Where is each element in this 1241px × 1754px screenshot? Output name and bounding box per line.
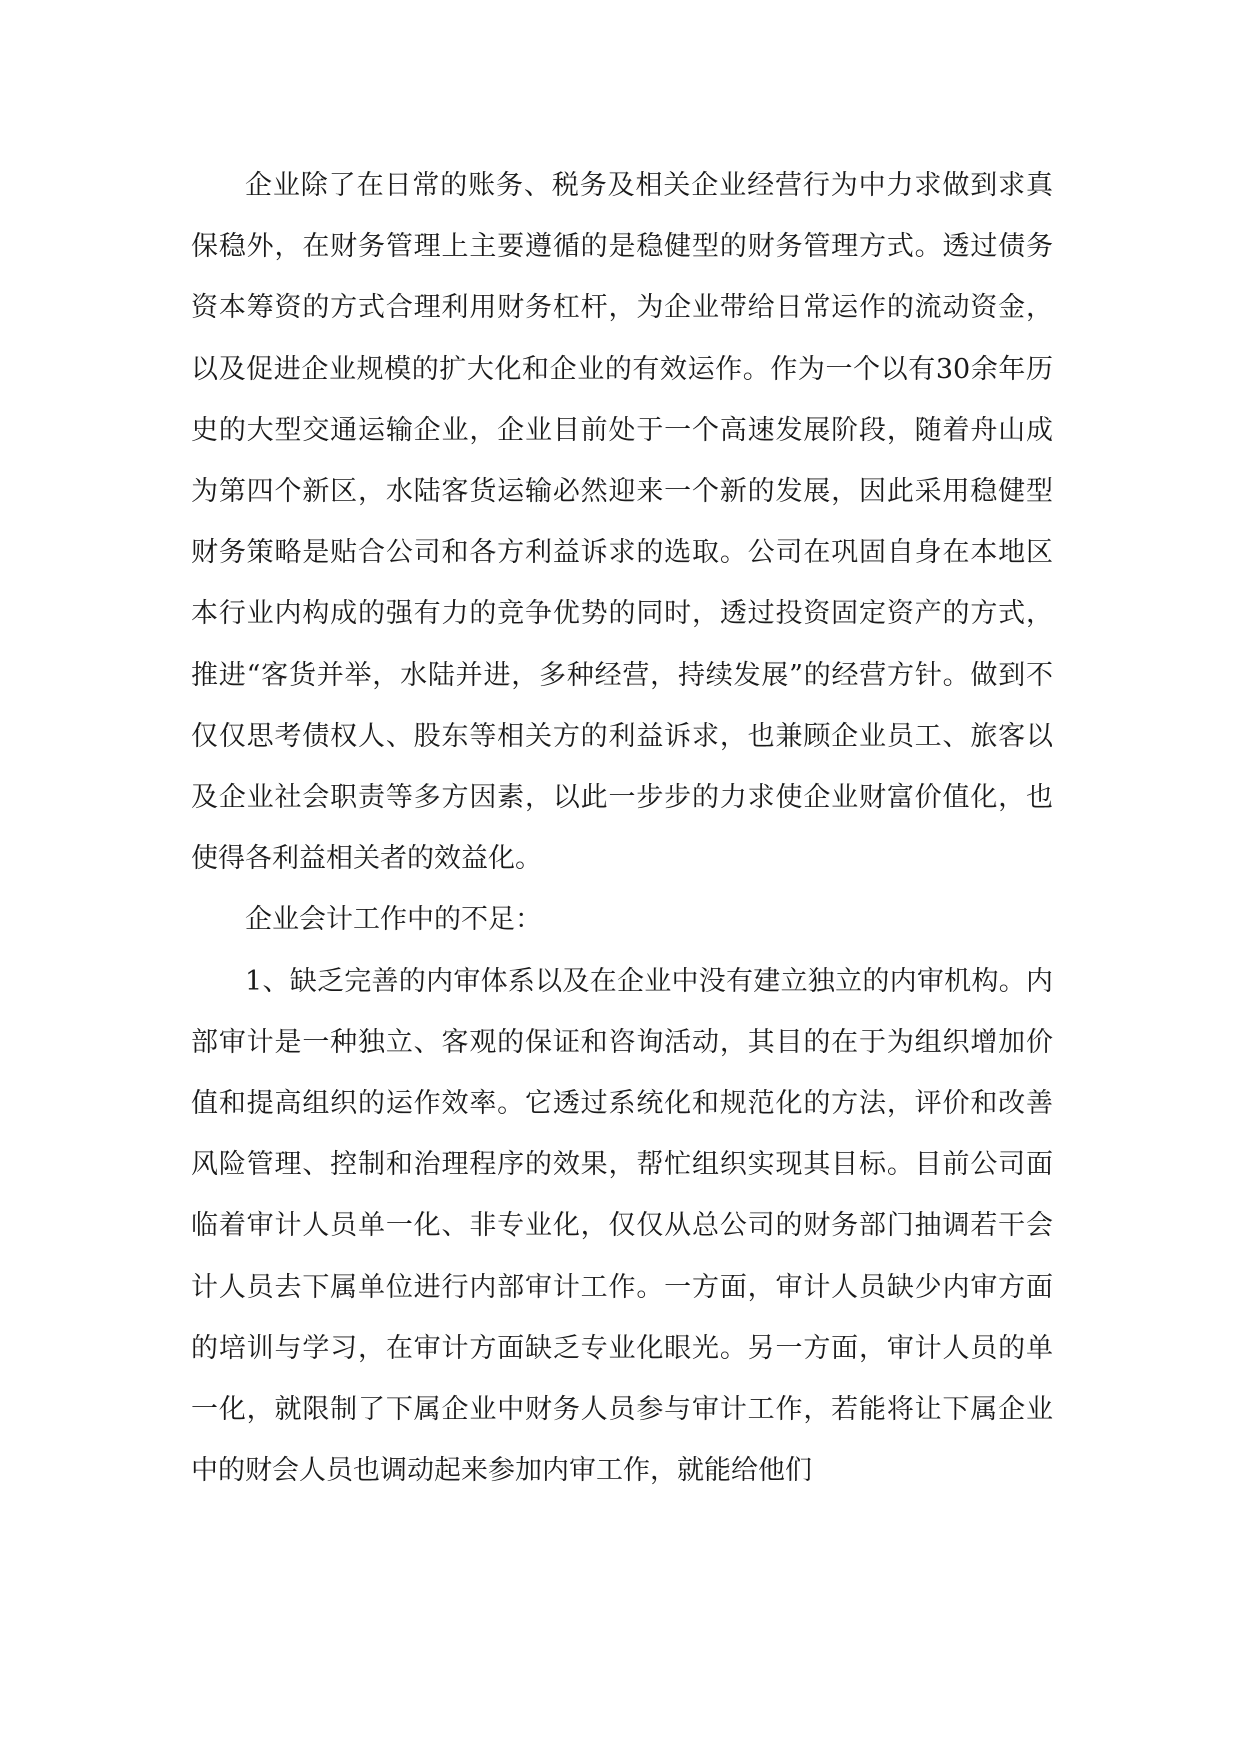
paragraph-shortcomings-heading: 企业会计工作中的不足： — [245, 904, 542, 936]
paragraph-internal-audit: 1、缺乏完善的内审体系以及在企业中没有建立独立的内审机构。内部审计是一种独立、客观的保证和咨询活动，其目的在于为组织增加价值和提高组织的运作效率。它透过系统化和规范化的方法，评价和改善风险管理、控制和治理程序的效果，帮忙组织实现其目标。目前公司面临着审计人员单一化、非专业化，仅仅从总公司的财务部门抽调若干会计人员去下属单位进行内部审计工作。一方面，审计人员缺少内审方面的培训与学习，在审计方面缺乏专业化眼光。另一方面，审计人员的单一化，就限制了下属企业中财务人员参与审计工作，若能将让下属企业中的财会人员也调动起来参加内审工作，就能给他们 — [191, 965, 1053, 1487]
paragraph-financial-strategy: 企业除了在日常的账务、税务及相关企业经营行为中力求做到求真保稳外，在财务管理上主要遵循的是稳健型的财务管理方式。透过债务资本筹资的方式合理利用财务杠杆，为企业带给日常运作的流动资金，以及促进企业规模的扩大化和企业的有效运作。作为一个以有30余年历史的大型交通运输企业，企业目前处于一个高速发展阶段，随着舟山成为第四个新区，水陆客货运输必然迎来一个新的发展，因此采用稳健型财务策略是贴合公司和各方利益诉求的选取。公司在巩固自身在本地区本行业内构成的强有力的竞争优势的同时，透过投资固定资产的方式，推进“客货并举，水陆并进，多种经营，持续发展”的经营方针。做到不仅仅思考债权人、股东等相关方的利益诉求，也兼顾企业员工、旅客以及企业社会职责等多方因素，以此一步步的力求使企业财富价值化，也使得各利益相关者的效益化。 — [191, 170, 1053, 875]
body-text — [191, 155, 1053, 1501]
